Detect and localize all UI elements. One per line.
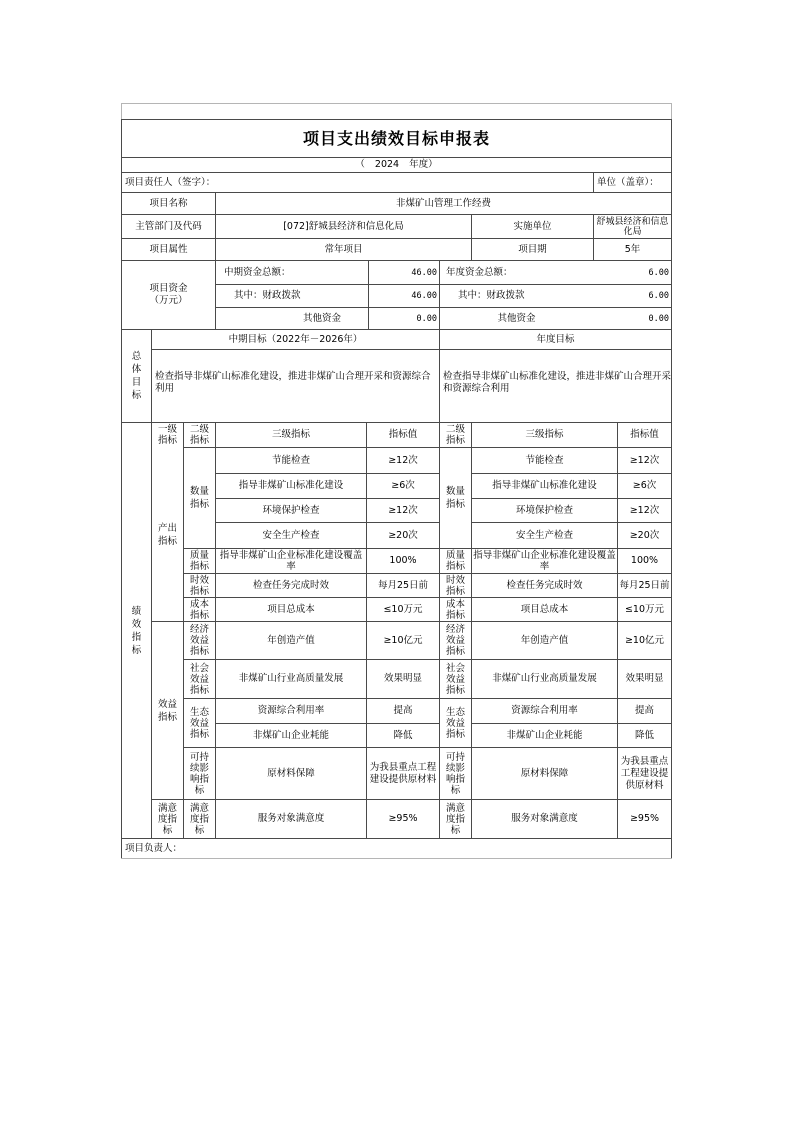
cost-indicator-right: 成本 指标 [445,598,465,621]
l3-item-left: 环境保护检查 [262,504,320,516]
l3-item-right: 服务对象满意度 [511,813,578,824]
mid-total-label: 中期资金总额： [224,266,291,278]
impl-value: 舒城县经济和信息化局 [596,216,669,237]
l3-item-left: 指导非煤矿山企业标准化建设覆盖率 [219,550,363,572]
l3-item-right: 指导非煤矿山企业标准化建设覆盖率 [473,550,616,572]
l3-value-left: 提高 [393,705,413,716]
year-target-text: 检查指导非煤矿山标准化建设，推进非煤矿山合理开采和资源综合利用 [443,371,671,394]
unit-seal: 单位（盖章）： [597,176,659,188]
satisfaction-indicator: 满意 度指 标 [157,802,177,836]
l3-value-left: ≥12次 [388,454,418,466]
l3-item-left: 非煤矿山企业耗能 [252,729,329,741]
sustainable-indicator-left: 可持 续影 响指 标 [189,751,209,796]
responsible-signature: 项目责任人（签字）： [125,176,216,188]
l3-value-right: 为我县重点工程建设提供原材料 [620,755,669,791]
year-prefix: （ [355,158,365,170]
value-header-right: 指标值 [630,429,659,440]
dept-value: [072]舒城县经济和信息化局 [283,220,404,232]
mid-target-text: 检查指导非煤矿山标准化建设，推进非煤矿山合理开采和资源综合利用 [155,371,431,394]
l3-item-right: 环境保护检查 [515,504,573,516]
overall-label: 总 体 目 标 [131,351,142,401]
l3-item-left: 指导非煤矿山标准化建设 [238,480,344,491]
sustainable-indicator-right: 可持 续影 响指 标 [445,751,465,796]
project-name-value: 非煤矿山管理工作经费 [395,197,491,209]
l3-value-left: 为我县重点工程建设提供原材料 [369,761,437,785]
year-line [122,157,671,172]
l3-item-left: 资源综合利用率 [257,705,325,716]
year-target-header: 年度目标 [536,333,575,345]
l3-item-right: 项目总成本 [520,603,569,615]
value-header-left: 指标值 [388,429,418,440]
l3-value-left: ≥20次 [388,529,418,541]
l3-value-right: ≥10亿元 [624,634,665,646]
l3-item-right: 年创造产值 [520,634,569,646]
l3-value-left: 每月25日前 [377,579,429,591]
l3-value-left: ≥10亿元 [383,634,423,646]
project-lead-footer: 项目负责人： [125,842,183,854]
l3-item-right: 非煤矿山企业耗能 [506,729,583,741]
social-indicator-left: 社会 效益 指标 [189,662,209,696]
mid-target-header: 中期目标（2022年－2026年） [228,333,363,345]
l3-value-right: ≥6次 [632,480,657,491]
benefit-indicator: 效益 指标 [157,698,177,723]
l3-item-left: 节能检查 [271,454,310,466]
l3-item-right: 非煤矿山行业高质量发展 [492,673,597,684]
l3-value-left: ≥95% [388,813,418,824]
l3-value-right: ≤10万元 [624,603,665,615]
l3-value-right: 降低 [634,729,654,741]
l3-item-right: 安全生产检查 [515,529,573,541]
l3-item-right: 资源综合利用率 [511,705,578,716]
l3-value-right: ≥12次 [629,504,660,516]
economic-indicator-right: 经济 效益 指标 [445,624,465,657]
l3-value-right: 提高 [634,705,654,716]
mid-total-value: 46.00 [411,267,437,278]
economic-indicator-left: 经济 效益 指标 [189,624,209,657]
funds-label: 项目资金 （万元） [149,283,188,306]
l3-value-left: ≥12次 [388,504,418,516]
year-other-label: 其他资金 [497,312,536,324]
l3-item-left: 安全生产检查 [262,529,320,541]
timeliness-indicator-left: 时效 指标 [189,574,209,597]
quantity-indicator-left: 数量 指标 [189,486,209,510]
l3-item-left: 年创造产值 [267,634,315,646]
project-name-label: 项目名称 [149,197,188,209]
l3-item-left: 检查任务完成时效 [252,579,329,591]
satisfaction-l2-right: 满意 度指 标 [445,802,465,836]
form-title: 项目支出绩效目标申报表 [302,128,490,148]
l3-value-left: 效果明显 [383,673,422,684]
impl-label: 实施单位 [513,220,552,232]
l3-item-right: 指导非煤矿山标准化建设 [492,480,597,491]
mid-fiscal-label: 其中：财政拨款 [234,290,301,301]
mid-other-label: 其他资金 [302,312,341,324]
l3-item-right: 原材料保障 [520,767,569,779]
l3-item-left: 服务对象满意度 [257,813,325,824]
period-label: 项目期 [518,243,547,255]
quantity-indicator-right: 数量 指标 [445,486,465,510]
l3-item-left: 非煤矿山行业高质量发展 [238,673,344,684]
mid-other-value: 0.00 [416,313,437,324]
year-total-label: 年度资金总额： [446,266,513,278]
attr-value: 常年项目 [324,243,363,255]
output-indicator: 产出 指标 [157,522,177,547]
l3-item-left: 项目总成本 [267,603,315,615]
l3-item-left: 原材料保障 [267,767,315,779]
l3-value-left: ≤10万元 [383,603,423,615]
l3-value-right: ≥95% [629,813,660,824]
l3-value-right: 效果明显 [625,673,664,684]
l3-item-right: 检查任务完成时效 [506,579,583,591]
l3-value-right: 100% [630,555,659,566]
year-suffix: 年度） [409,158,438,170]
l2-header-right: 二级 指标 [445,424,465,446]
year-fiscal-value: 6.00 [648,291,669,301]
timeliness-indicator-right: 时效 指标 [445,574,465,597]
period-value: 5年 [624,243,641,255]
social-indicator-right: 社会 效益 指标 [445,662,465,696]
l1-header: 一级 指标 [157,424,177,446]
l3-value-left: 降低 [393,729,413,741]
l3-value-left: ≥6次 [391,480,415,491]
l3-value-left: 100% [389,555,417,566]
year-other-value: 0.00 [648,313,669,324]
quality-indicator-right: 质量 指标 [445,550,465,572]
cost-indicator-left: 成本 指标 [189,598,209,621]
quality-indicator-left: 质量 指标 [189,550,209,572]
ecological-indicator-right: 生态 效益 指标 [445,706,465,740]
dept-label: 主管部门及代码 [135,220,202,232]
attr-label: 项目属性 [149,243,188,255]
perf-label: 绩 效 指 标 [131,605,142,656]
l3-value-right: 每月25日前 [619,580,670,591]
l3-header-right: 三级指标 [525,429,564,440]
year-value: 2024 [374,158,400,170]
l3-value-right: ≥20次 [629,529,660,541]
year-total-value: 6.00 [648,267,669,278]
l3-value-right: ≥12次 [629,454,660,466]
satisfaction-l2-left: 满意 度指 标 [189,802,209,836]
mid-fiscal-value: 46.00 [411,291,437,301]
l2-header-left: 二级 指标 [189,424,209,446]
ecological-indicator-left: 生态 效益 指标 [189,706,209,740]
l3-header-left: 三级指标 [271,429,310,440]
year-fiscal-label: 其中：财政拨款 [458,290,525,301]
l3-item-right: 节能检查 [525,454,564,466]
